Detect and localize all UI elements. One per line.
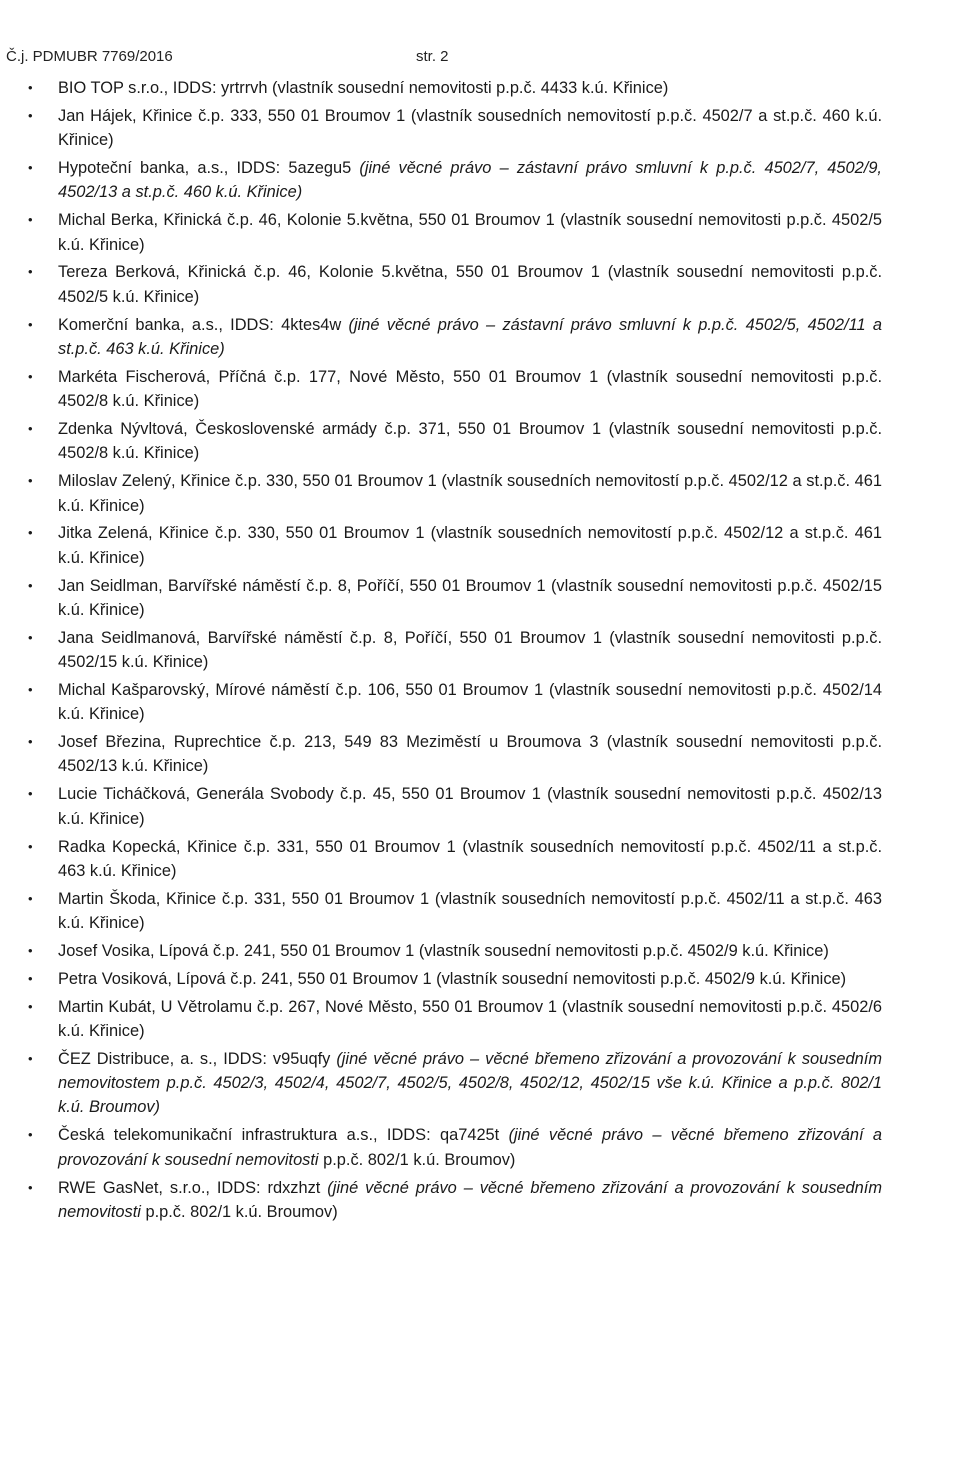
- list-item: [28, 156, 882, 205]
- item-text: Tereza Berková, Křinická č.p. 46, Kolonie 5.května, 550 01 Broumov 1 (vlastník sousední nemovitosti p.p.č. 4502/5 k.ú. Křinice): [58, 263, 882, 306]
- list-item: [28, 730, 882, 779]
- bullet-icon: •: [28, 681, 33, 697]
- list-item: [28, 521, 882, 570]
- item-text: Michal Berka, Křinická č.p. 46, Kolonie 5.května, 550 01 Broumov 1 (vlastník sousední nemovitosti p.p.č. 4502/5 k.ú. Křinice): [58, 211, 882, 254]
- bullet-icon: •: [28, 998, 33, 1014]
- bullet-icon: •: [28, 1050, 33, 1066]
- bullet-icon: •: [28, 368, 33, 384]
- item-italic-note: (jiné věcné právo – věcné břemeno zřizování a provozování k sousední nemovitosti: [58, 1126, 882, 1169]
- bullet-icon: •: [28, 212, 33, 228]
- bullet-icon: •: [28, 577, 33, 593]
- list-item: [28, 967, 882, 991]
- list-item: [28, 313, 882, 362]
- list-item: [28, 208, 882, 257]
- item-text: Lucie Ticháčková, Generála Svobody č.p. 45, 550 01 Broumov 1 (vlastník sousední nemovitosti p.p.č. 4502/13 k.ú. Křinice): [58, 785, 882, 828]
- page-header: [6, 48, 906, 65]
- item-italic-note: (jiné věcné právo – věcné břemeno zřizování a provozování k sousedním nemovitostem p.p.č. 4502/3, 4502/4, 4502/7, 4502/5, 4502/8, 4502/12, 4502/15 vše k.ú. Křinice a p.p.č. 802/1 k.ú. Broumov): [58, 1049, 882, 1117]
- item-text: Jan Seidlman, Barvířské náměstí č.p. 8, Poříčí, 550 01 Broumov 1 (vlastník sousední nemovitosti p.p.č. 4502/15 k.ú. Křinice): [58, 576, 882, 619]
- list-item: [28, 995, 882, 1044]
- item-text: Petra Vosiková, Lípová č.p. 241, 550 01 Broumov 1 (vlastník sousední nemovitosti p.p.č. 4502/9 k.ú. Křinice): [58, 969, 847, 988]
- item-text: Miloslav Zelený, Křinice č.p. 330, 550 01 Broumov 1 (vlastník sousedních nemovitostí p.p.č. 4502/12 a st.p.č. 461 k.ú. Křinice): [58, 472, 882, 515]
- item-text: Zdenka Nývltová, Československé armády č.p. 371, 550 01 Broumov 1 (vlastník sousední nemovitosti p.p.č. 4502/8 k.ú. Křinice): [58, 420, 882, 463]
- list-item: [28, 417, 882, 466]
- list-item: [28, 76, 882, 100]
- list-item: [28, 104, 882, 153]
- bullet-icon: •: [28, 890, 33, 906]
- item-text: Komerční banka, a.s., IDDS: 4ktes4w: [58, 315, 349, 334]
- bullet-icon: •: [28, 734, 33, 750]
- item-tail-text: p.p.č. 802/1 k.ú. Broumov): [140, 1202, 338, 1221]
- list-item: [28, 678, 882, 727]
- item-text: Michal Kašparovský, Mírové náměstí č.p. 106, 550 01 Broumov 1 (vlastník sousední nemovitosti p.p.č. 4502/14 k.ú. Křinice): [58, 680, 882, 724]
- bullet-icon: •: [28, 264, 33, 280]
- bullet-icon: •: [28, 421, 33, 437]
- bullet-icon: •: [28, 80, 33, 95]
- list-item: [28, 574, 882, 623]
- page-number: str. 2: [416, 48, 449, 65]
- list-item: [28, 1047, 882, 1120]
- bullet-icon: •: [28, 786, 33, 802]
- item-text: BIO TOP s.r.o., IDDS: yrtrrvh (vlastník sousední nemovitosti p.p.č. 4433 k.ú. Křinice): [58, 79, 669, 97]
- item-text: Josef Březina, Ruprechtice č.p. 213, 549 83 Meziměstí u Broumova 3 (vlastník sousední nemovitosti p.p.č. 4502/13 k.ú. Křinice): [58, 733, 882, 776]
- bullet-icon: •: [28, 942, 33, 958]
- item-text: Martin Kubát, U Větrolamu č.p. 267, Nové Město, 550 01 Broumov 1 (vlastník sousední nemovitosti p.p.č. 4502/6 k.ú. Křinice): [58, 997, 882, 1040]
- item-text: Hypoteční banka, a.s., IDDS: 5azegu5: [58, 159, 360, 178]
- reference-number: Č.j. PDMUBR 7769/2016: [6, 48, 173, 65]
- item-text: ČEZ Distribuce, a. s., IDDS: v95uqfy: [58, 1049, 337, 1068]
- list-item: [28, 782, 882, 831]
- bullet-icon: •: [28, 107, 33, 123]
- bullet-icon: •: [28, 525, 33, 541]
- list-item: [28, 939, 882, 963]
- list-item: [28, 469, 882, 518]
- item-text: Jitka Zelená, Křinice č.p. 330, 550 01 Broumov 1 (vlastník sousedních nemovitostí p.p.č. 4502/12 a st.p.č. 461 k.ú. Křinice): [58, 524, 882, 567]
- bullet-icon: •: [28, 838, 33, 854]
- recipient-list: [28, 76, 882, 1228]
- bullet-icon: •: [28, 970, 33, 986]
- bullet-icon: •: [28, 473, 33, 489]
- item-text: Josef Vosika, Lípová č.p. 241, 550 01 Broumov 1 (vlastník sousední nemovitosti p.p.č. 4502/9 k.ú. Křinice): [58, 941, 829, 960]
- list-item: [28, 835, 882, 884]
- bullet-icon: •: [28, 316, 33, 332]
- list-item: [28, 1176, 882, 1225]
- list-item: [28, 1123, 882, 1172]
- list-item: [28, 887, 882, 936]
- item-text: Radka Kopecká, Křinice č.p. 331, 550 01 Broumov 1 (vlastník sousedních nemovitostí p.p.č. 4502/11 a st.p.č. 463 k.ú. Křinice): [58, 837, 882, 880]
- bullet-icon: •: [28, 1127, 33, 1143]
- item-text: Martin Škoda, Křinice č.p. 331, 550 01 Broumov 1 (vlastník sousedních nemovitostí p.p.č. 4502/11 a st.p.č. 463 k.ú. Křinice): [58, 889, 882, 932]
- item-tail-text: p.p.č. 802/1 k.ú. Broumov): [318, 1150, 516, 1169]
- item-text: Jana Seidlmanová, Barvířské náměstí č.p. 8, Poříčí, 550 01 Broumov 1 (vlastník sousední nemovitosti p.p.č. 4502/15 k.ú. Křinice): [58, 628, 882, 672]
- item-text: Markéta Fischerová, Příčná č.p. 177, Nové Město, 550 01 Broumov 1 (vlastník sousední nemovitosti p.p.č. 4502/8 k.ú. Křinice): [58, 367, 882, 411]
- item-text: Česká telekomunikační infrastruktura a.s., IDDS: qa7425t: [58, 1126, 509, 1145]
- list-item: [28, 365, 882, 414]
- item-text: RWE GasNet, s.r.o., IDDS: rdxzhzt: [58, 1178, 328, 1197]
- list-item: [28, 260, 882, 309]
- bullet-icon: •: [28, 1179, 33, 1195]
- item-italic-note: (jiné věcné právo – zástavní právo smluvní k p.p.č. 4502/7, 4502/9, 4502/13 a st.p.č. 460 k.ú. Křinice): [58, 159, 882, 202]
- bullet-icon: •: [28, 629, 33, 645]
- item-italic-note: (jiné věcné právo – věcné břemeno zřizování a provozování k sousedním nemovitosti: [58, 1178, 882, 1221]
- bullet-icon: •: [28, 160, 33, 176]
- item-text: Jan Hájek, Křinice č.p. 333, 550 01 Broumov 1 (vlastník sousedních nemovitostí p.p.č. 4502/7 a st.p.č. 460 k.ú. Křinice): [58, 106, 882, 150]
- list-item: [28, 626, 882, 675]
- item-italic-note: (jiné věcné právo – zástavní právo smluvní k p.p.č. 4502/5, 4502/11 a st.p.č. 463 k.ú. Křinice): [58, 315, 882, 358]
